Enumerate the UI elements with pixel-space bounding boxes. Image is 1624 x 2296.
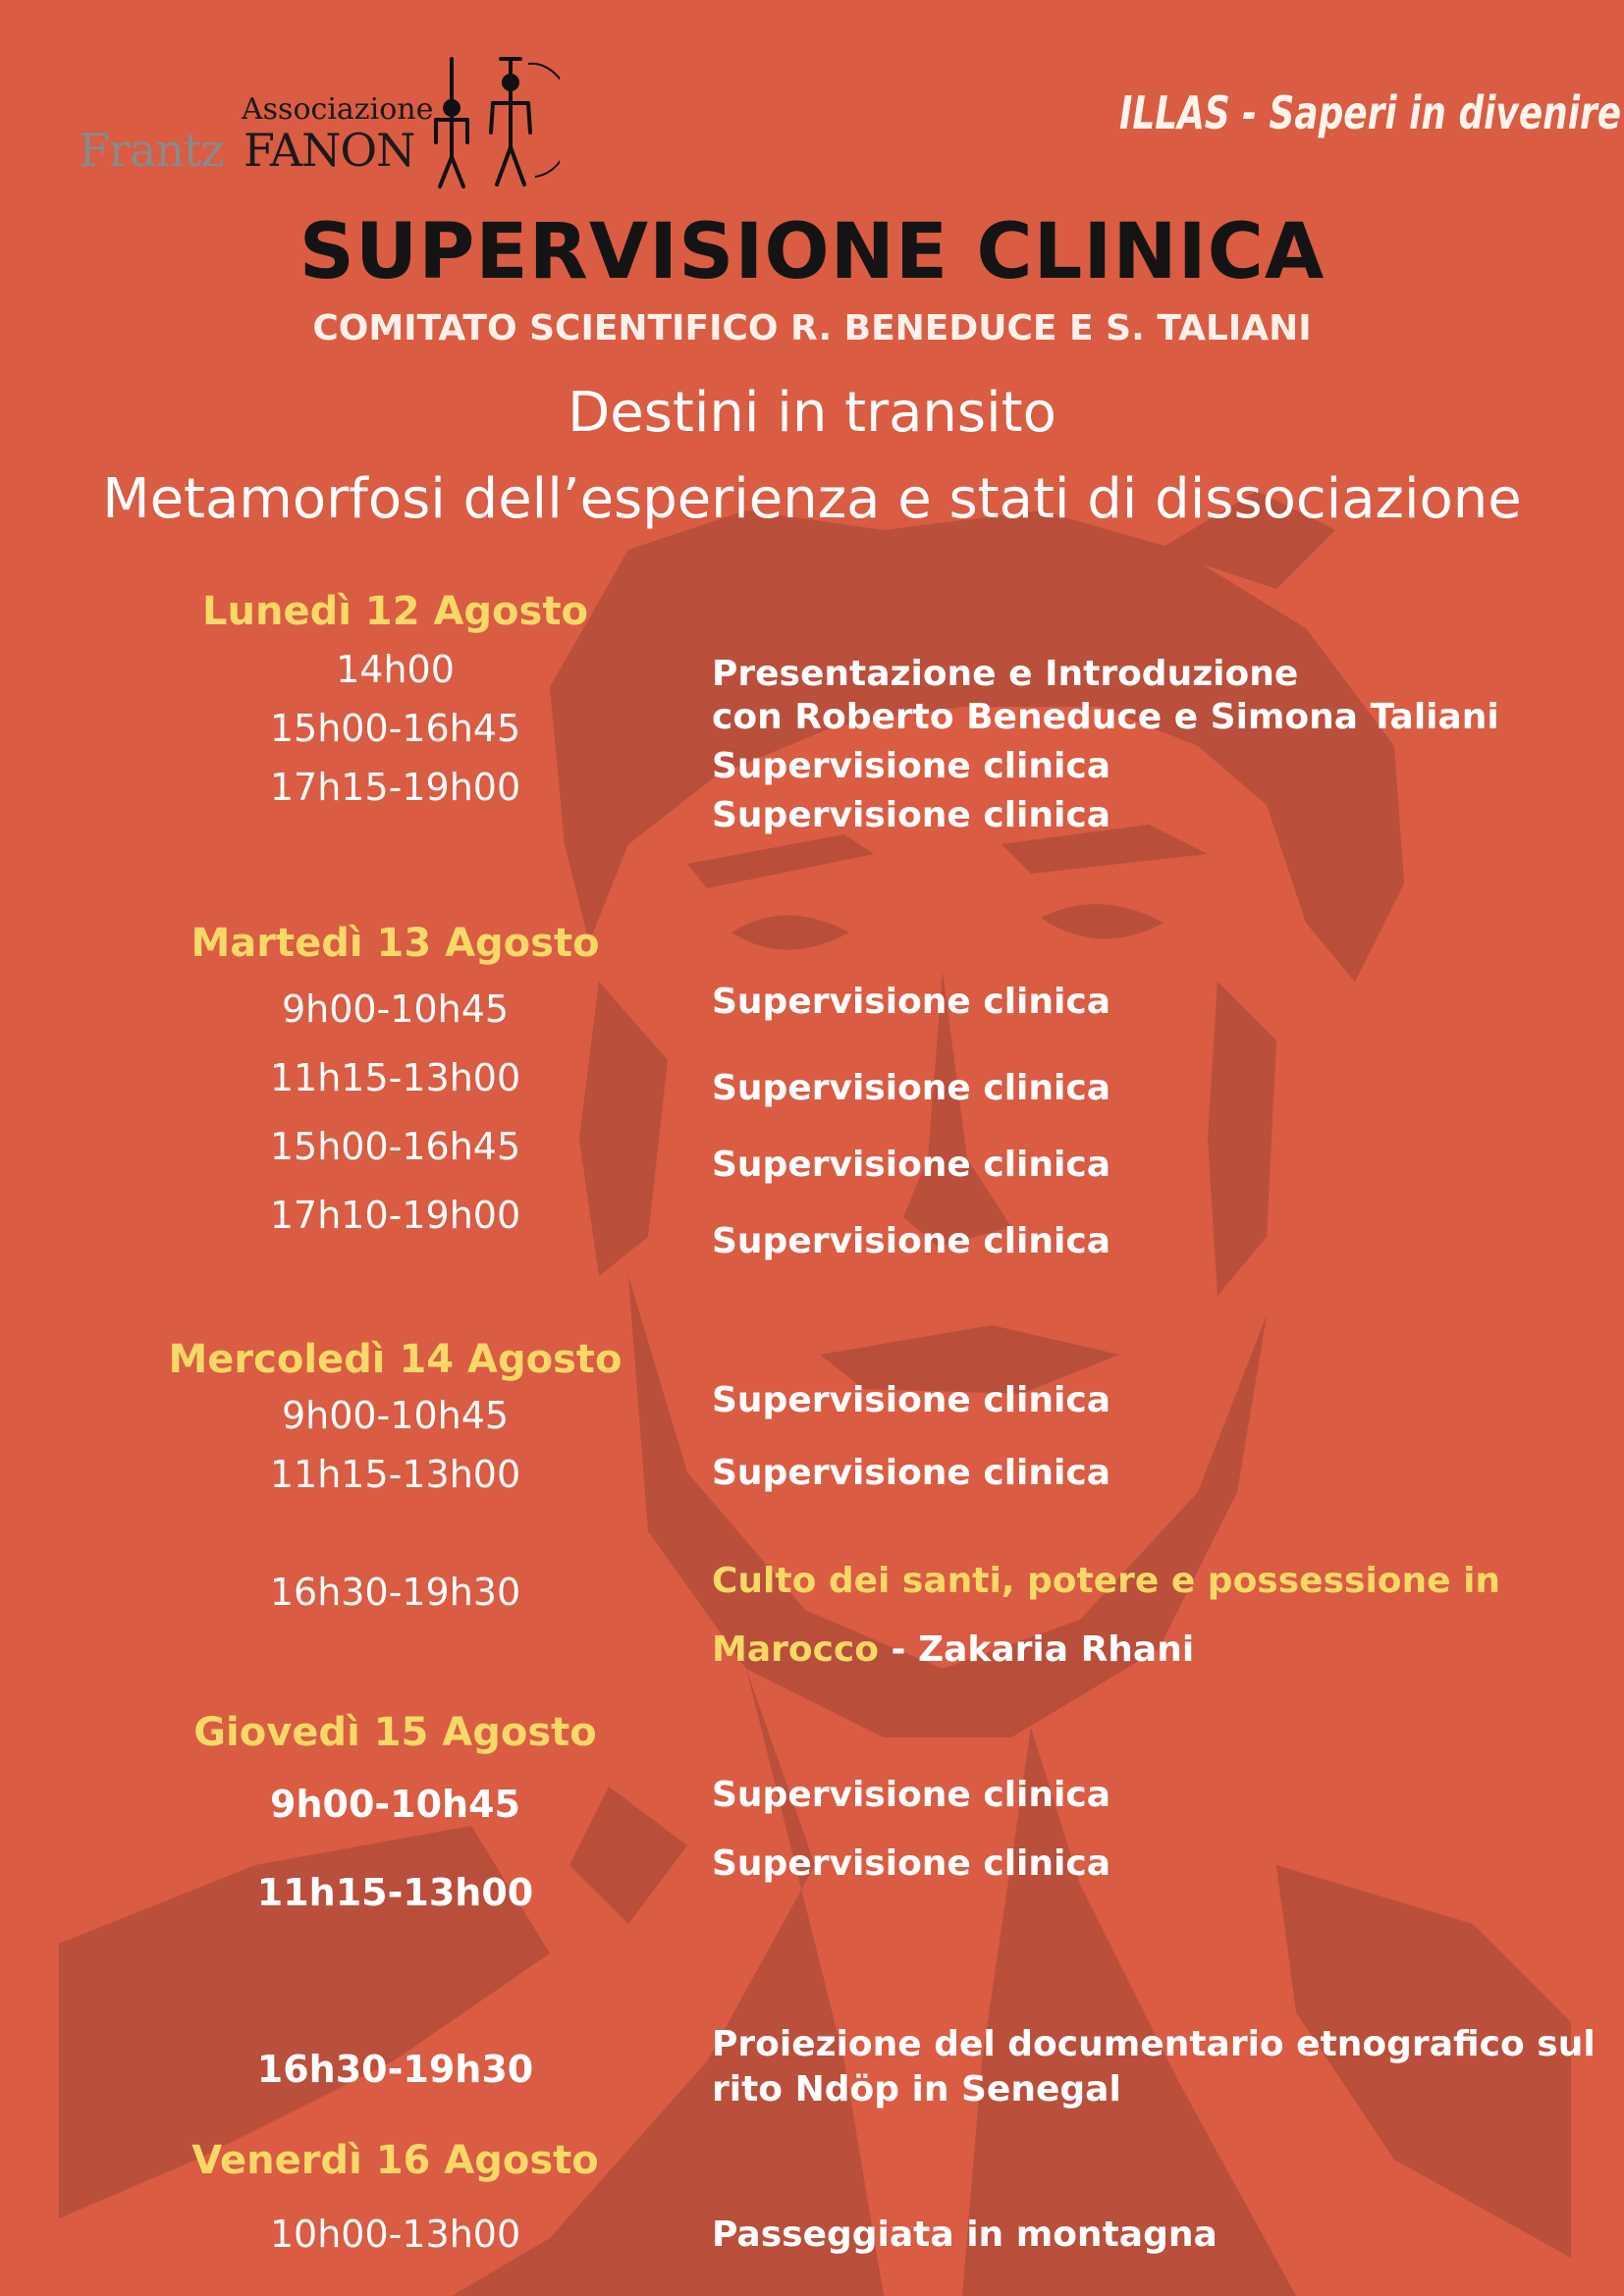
association-logo	[79, 49, 560, 196]
activity-item: Supervisione clinica	[712, 1843, 1111, 1884]
time-slot: 9h00-10h45	[281, 1394, 510, 1437]
time-slot: 16h30-19h30	[256, 2048, 534, 2091]
logo-line-associazione: Associazione	[242, 92, 434, 127]
time-slot: 16h30-19h30	[269, 1571, 521, 1614]
time-slot: 17h10-19h00	[269, 1194, 521, 1237]
time-slot: 11h15-13h00	[256, 1871, 534, 1914]
time-slot: 15h00-16h45	[269, 707, 521, 750]
subtitle-metamorfosi: Metamorfosi dell’esperienza e stati di dissociazione	[102, 467, 1522, 531]
time-slot: 11h15-13h00	[269, 1056, 521, 1099]
activity-item: Supervisione clinica	[712, 1145, 1111, 1185]
day-heading-tuesday: Martedì 13 Agosto	[190, 921, 600, 966]
activity-item: Supervisione clinica	[712, 982, 1111, 1022]
subtitle-destini: Destini in transito	[568, 381, 1056, 445]
time-slot: 11h15-13h00	[269, 1453, 521, 1496]
talk-speaker: - Zakaria Rhani	[879, 1629, 1195, 1670]
activity-item: Supervisione clinica	[712, 795, 1111, 835]
talk-title: Culto dei santi, potere e possessione in	[712, 1561, 1501, 1601]
activity-item: Presentazione e Introduzione	[712, 654, 1299, 694]
activity-item: Supervisione clinica	[712, 1068, 1111, 1108]
logo-word-frantz: Frantz	[79, 124, 224, 177]
time-slot: 15h00-16h45	[269, 1125, 521, 1168]
activity-item: Supervisione clinica	[712, 1775, 1111, 1815]
logo-word-fanon: FANON	[244, 124, 415, 177]
day-heading-monday: Lunedì 12 Agosto	[202, 589, 588, 634]
page-title: SUPERVISIONE CLINICA	[298, 208, 1326, 296]
time-slot: 14h00	[336, 648, 455, 691]
activity-item: Supervisione clinica	[712, 1221, 1111, 1261]
activity-item: Supervisione clinica	[712, 746, 1111, 786]
day-heading-wednesday: Mercoledì 14 Agosto	[168, 1337, 623, 1382]
activity-item: Proiezione del documentario etnografico sul	[712, 2024, 1596, 2064]
talk-title-continued: Marocco	[712, 1629, 880, 1670]
time-slot: 10h00-13h00	[269, 2213, 521, 2256]
talk-line-2	[712, 1629, 1194, 1670]
day-heading-friday: Venerdì 16 Agosto	[191, 2138, 599, 2183]
time-slot: 9h00-10h45	[270, 1783, 520, 1826]
time-slot: 17h15-19h00	[269, 766, 521, 809]
activity-item: con Roberto Beneduce e Simona Taliani	[712, 697, 1499, 737]
activity-item: rito Ndöp in Senegal	[712, 2069, 1121, 2109]
day-heading-thursday: Giovedì 15 Agosto	[193, 1710, 597, 1755]
scientific-committee: COMITATO SCIENTIFICO R. BENEDUCE E S. TALIANI	[312, 308, 1312, 348]
activity-item: Supervisione clinica	[712, 1380, 1111, 1420]
activity-item: Supervisione clinica	[712, 1453, 1111, 1493]
activity-item: Passeggiata in montagna	[712, 2215, 1218, 2255]
time-slot: 9h00-10h45	[281, 988, 510, 1031]
tagline: ILLAS - Saperi in divenire	[1119, 86, 1622, 139]
logo-figures-icon	[412, 49, 560, 196]
